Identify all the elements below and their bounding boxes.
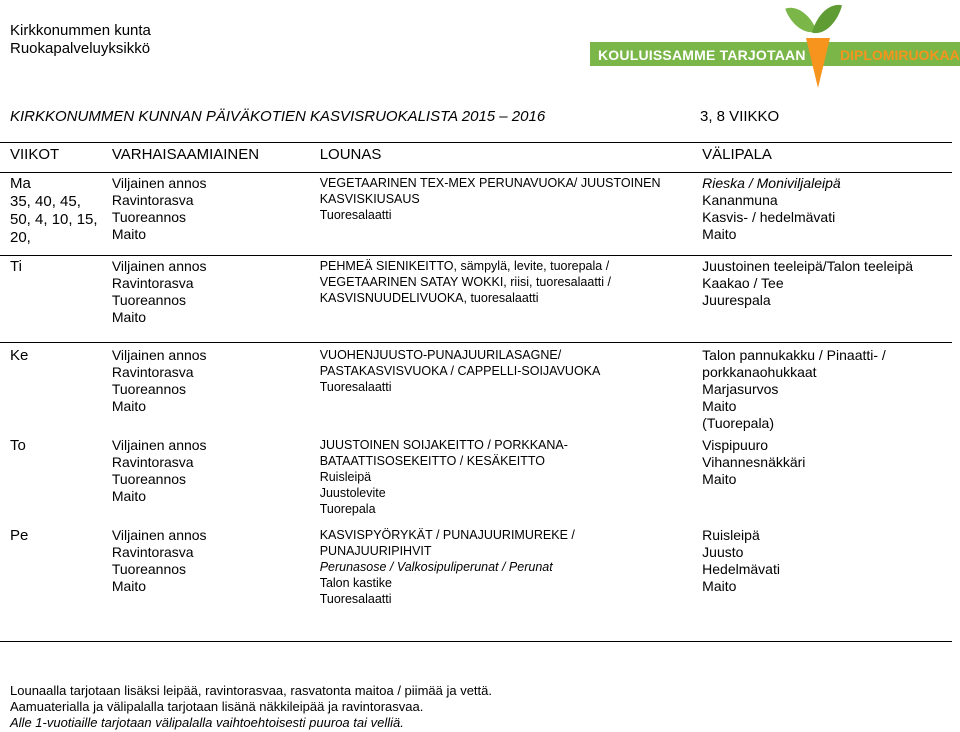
snack-item: Maito bbox=[702, 226, 737, 242]
snack-item: Maito bbox=[702, 398, 737, 414]
snack-item: (Tuorepala) bbox=[702, 415, 775, 431]
snack-item: Juurespala bbox=[702, 292, 771, 308]
lunch-cell bbox=[310, 173, 692, 256]
snack-cell bbox=[692, 527, 952, 642]
day-cell bbox=[0, 173, 102, 256]
breakfast-item: Maito bbox=[111, 488, 147, 504]
lunch-item: Talon kastike bbox=[319, 576, 392, 590]
snack-item: Maito bbox=[702, 471, 737, 487]
org-line-2: Ruokapalveluyksikkö bbox=[10, 40, 151, 57]
breakfast-cell bbox=[102, 343, 310, 438]
lunch-item: Tuoresalaatti bbox=[319, 380, 392, 394]
day-label: Pe bbox=[10, 527, 29, 544]
lunch-item: PASTAKASVISVUOKA / CAPPELLI-SOIJAVUOKA bbox=[319, 364, 601, 378]
breakfast-item: Tuoreannos bbox=[111, 292, 187, 308]
day-cell bbox=[0, 437, 102, 527]
breakfast-item: Tuoreannos bbox=[111, 561, 187, 577]
week-list: 20, bbox=[10, 229, 31, 246]
breakfast-item: Maito bbox=[111, 578, 147, 594]
snack-item: Maito bbox=[702, 578, 737, 594]
day-label: Ti bbox=[10, 258, 22, 275]
snack-cell bbox=[692, 437, 952, 527]
day-cell bbox=[0, 343, 102, 438]
breakfast-item: Maito bbox=[111, 398, 147, 414]
week-list: 35, 40, 45, bbox=[10, 193, 81, 210]
breakfast-item: Ravintorasva bbox=[111, 275, 194, 291]
breakfast-item: Viljainen annos bbox=[111, 258, 207, 274]
lunch-item: PEHMEÄ SIENIKEITTO, sämpylä, levite, tuorepala / bbox=[319, 259, 610, 273]
header-row bbox=[0, 143, 952, 173]
lunch-cell bbox=[310, 527, 692, 642]
org-line-1: Kirkkonummen kunta bbox=[10, 22, 151, 39]
breakfast-item: Ravintorasva bbox=[111, 454, 194, 470]
breakfast-item: Tuoreannos bbox=[111, 381, 187, 397]
organization-name bbox=[10, 22, 151, 58]
breakfast-item: Ravintorasva bbox=[111, 364, 194, 380]
table-row bbox=[0, 256, 952, 343]
lunch-cell bbox=[310, 343, 692, 438]
breakfast-item: Maito bbox=[111, 309, 147, 325]
snack-item: Juustoinen teeleipä/Talon teeleipä bbox=[702, 258, 914, 274]
breakfast-item: Tuoreannos bbox=[111, 209, 187, 225]
col-header-lunch: LOUNAS bbox=[310, 143, 692, 173]
day-label: Ke bbox=[10, 347, 29, 364]
snack-item: Hedelmävati bbox=[702, 561, 780, 577]
snack-cell bbox=[692, 256, 952, 343]
snack-item: Juusto bbox=[702, 544, 744, 560]
breakfast-item: Tuoreannos bbox=[111, 471, 187, 487]
col-header-weeks: VIIKOT bbox=[0, 143, 102, 173]
footer-note: Aamuateriall‌a ja välipalalla tarjotaan lisänä näkkileipää ja ravintorasvaa. bbox=[10, 699, 424, 714]
col-header-snack: VÄLIPALA bbox=[692, 143, 952, 173]
footer-notes bbox=[10, 683, 492, 731]
menu-title: KIRKKONUMMEN KUNNAN PÄIVÄKOTIEN KASVISRUOKALISTA 2015 – 2016 bbox=[10, 108, 546, 125]
lunch-item: KASVISKIUSAUS bbox=[319, 192, 420, 206]
carrot-icon bbox=[806, 38, 830, 88]
lunch-item: KASVISNUUDELIVUOKA, tuoresalaatti bbox=[319, 291, 539, 305]
snack-item: Ruisleipä bbox=[702, 527, 760, 543]
snack-item: Kaakao / Tee bbox=[702, 275, 784, 291]
snack-item: Vihannesnäkkäri bbox=[702, 454, 806, 470]
lunch-item: JUUSTOINEN SOIJAKEITTO / PORKKANA- bbox=[319, 438, 568, 452]
lunch-item: Tuoresalaatti bbox=[319, 592, 392, 606]
logo-text-right: DIPLOMIRUOKAA bbox=[840, 47, 960, 63]
snack-item: Talon pannukakku / Pinaatti- / bbox=[702, 347, 886, 363]
lunch-item: VUOHENJUUSTO-PUNAJUURILASAGNE/ bbox=[319, 348, 562, 362]
table-row bbox=[0, 343, 952, 438]
lunch-cell bbox=[310, 437, 692, 527]
week-list: 50, 4, 10, 15, bbox=[10, 211, 98, 228]
snack-item: Kasvis- / hedelmävati bbox=[702, 209, 836, 225]
breakfast-item: Maito bbox=[111, 226, 147, 242]
snack-item: Marjasurvos bbox=[702, 381, 779, 397]
table-row bbox=[0, 527, 952, 642]
breakfast-item: Viljainen annos bbox=[111, 175, 207, 191]
breakfast-cell bbox=[102, 437, 310, 527]
day-cell bbox=[0, 256, 102, 343]
breakfast-item: Ravintorasva bbox=[111, 192, 194, 208]
lunch-item: PUNAJUURIPIHVIT bbox=[319, 544, 432, 558]
lunch-item: Juustolevite bbox=[319, 486, 386, 500]
leaf-icon bbox=[812, 0, 842, 38]
lunch-item: VEGETAARINEN SATAY WOKKI, riisi, tuoresalaatti / bbox=[319, 275, 611, 289]
leaf-icon bbox=[785, 1, 817, 39]
breakfast-item: Viljainen annos bbox=[111, 347, 207, 363]
logo-text-left: KOULUISSAMME TARJOTAAN bbox=[598, 47, 806, 63]
breakfast-item: Viljainen annos bbox=[111, 437, 207, 453]
breakfast-cell bbox=[102, 256, 310, 343]
day-label: Ma bbox=[10, 175, 31, 192]
snack-item: Rieska / Moniviljaleipä bbox=[702, 175, 841, 191]
breakfast-item: Ravintorasva bbox=[111, 544, 194, 560]
breakfast-cell bbox=[102, 527, 310, 642]
day-label: To bbox=[10, 437, 26, 454]
week-numbers: 3, 8 VIIKKO bbox=[700, 108, 780, 125]
menu-table bbox=[0, 142, 952, 642]
table-row bbox=[0, 173, 952, 256]
snack-item: porkkanaohukkaat bbox=[702, 364, 817, 380]
footer-note: Alle 1-vuotiaille tarjotaan välipalalla vaihtoehtoisesti puuroa tai velliä. bbox=[10, 715, 404, 730]
diploma-food-logo bbox=[590, 0, 960, 92]
breakfast-cell bbox=[102, 173, 310, 256]
snack-item: Vispipuuro bbox=[702, 437, 769, 453]
lunch-item: VEGETAARINEN TEX-MEX PERUNAVUOKA/ JUUSTOINEN bbox=[319, 176, 661, 190]
breakfast-item: Viljainen annos bbox=[111, 527, 207, 543]
lunch-item: Perunasose / Valkosipuliperunat / Perunat bbox=[319, 560, 553, 574]
lunch-item: KASVISPYÖRYKÄT / PUNAJUURIMUREKE / bbox=[319, 528, 575, 542]
col-header-breakfast: VARHAISAAMIAINEN bbox=[102, 143, 310, 173]
table-row bbox=[0, 437, 952, 527]
snack-cell bbox=[692, 173, 952, 256]
lunch-cell bbox=[310, 256, 692, 343]
lunch-item: Tuorepala bbox=[319, 502, 376, 516]
lunch-item: BATAATTISOSEKEITTO / KESÄKEITTO bbox=[319, 454, 545, 468]
footer-note: Lounaalla tarjotaan lisäksi leipää, ravintorasvaa, rasvatonta maitoa / piimää ja vettä. bbox=[10, 683, 492, 698]
day-cell bbox=[0, 527, 102, 642]
lunch-item: Tuoresalaatti bbox=[319, 208, 392, 222]
snack-item: Kananmuna bbox=[702, 192, 778, 208]
lunch-item: Ruisleipä bbox=[319, 470, 372, 484]
snack-cell bbox=[692, 343, 952, 438]
